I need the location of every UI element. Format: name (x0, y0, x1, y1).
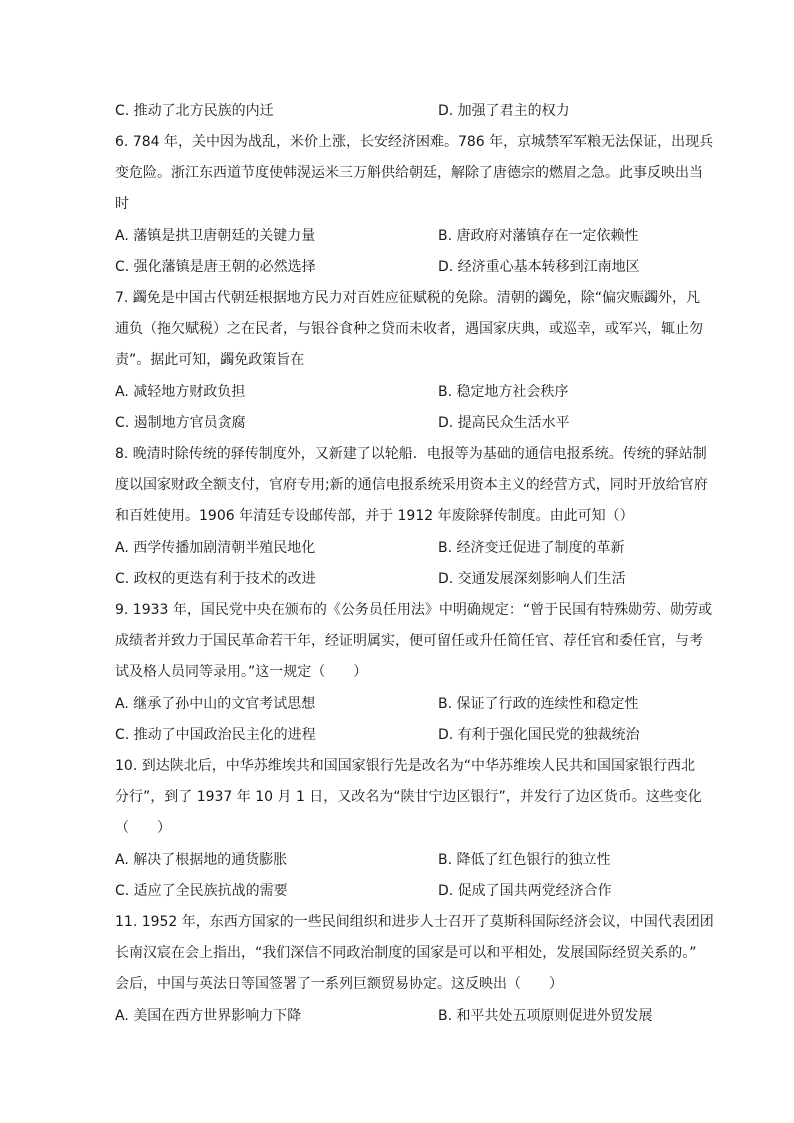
q9-option-b: B. 保证了行政的连续性和稳定性 (438, 696, 639, 712)
q8-option-a: A. 西学传播加剧清朝半殖民地化 (115, 540, 316, 556)
q8-stem-line-3: 和百姓使用。1906 年清廷专设邮传部，并于 1912 年废除驿传制度。由此可知（） (115, 508, 634, 524)
q8-stem-line-2: 度以国家财政全额支付，官府专用;新的通信电报系统采用资本主义的经营方式，同时开放给官府 (115, 477, 708, 493)
q10-stem-line-3: （ ） (115, 820, 171, 836)
q7-stem-line-1: 7. 蠲免是中国古代朝廷根据地方民力对百姓应征赋税的免除。清朝的蠲免，除“偏灾赈蠲外，凡 (115, 290, 701, 306)
q10-option-b: B. 降低了红色银行的独立性 (438, 852, 611, 868)
q9-option-d: D. 有利于强化国民党的独裁统治 (438, 727, 640, 743)
q8-stem-line-1: 8. 晚清时除传统的驿传制度外，又新建了以轮船．电报等为基础的通信电报系统。传统的驿站制 (115, 446, 707, 462)
q9-option-c: C. 推动了中国政治民主化的进程 (115, 727, 316, 743)
q10-option-a: A. 解决了根据地的通货膨胀 (115, 852, 288, 868)
q5-option-c: C. 推动了北方民族的内迁 (115, 103, 274, 119)
q6-stem-line-2: 变危险。浙江东西道节度使韩滉运米三万斛供给朝廷，解除了唐德宗的燃眉之急。此事反映出当 (115, 165, 703, 181)
q6-stem-line-1: 6. 784 年，关中因为战乱，米价上涨，长安经济困难。786 年，京城禁军军粮无法保证，出现兵 (115, 134, 714, 150)
q6-option-d: D. 经济重心基本转移到江南地区 (438, 259, 640, 275)
q9-stem-line-3: 试及格人员同等录用。”这一规定（ ） (115, 664, 368, 680)
q6-option-c: C. 强化藩镇是唐王朝的必然选择 (115, 259, 316, 275)
q6-stem-line-3: 时 (115, 196, 129, 212)
q10-option-d: D. 促成了国共两党经济合作 (438, 883, 612, 899)
q11-stem-line-2: 长南汉宸在会上指出，“我们深信不同政治制度的国家是可以和平相处，发展国际经贸关系的。” (115, 945, 697, 961)
q7-option-c: C. 遏制地方官员贪腐 (115, 415, 246, 431)
q8-option-d: D. 交通发展深刻影响人们生活 (438, 571, 626, 587)
q7-stem-line-2: 逋负（拖欠赋税）之在民者，与银谷食种之贷而未收者，遇国家庆典，或巡幸，或军兴，辄止勿 (115, 321, 703, 337)
q9-stem-line-1: 9. 1933 年，国民党中央在颁布的《公务员任用法》中明确规定：“曾于民国有特殊勋劳、勋劳或 (115, 602, 713, 618)
q6-option-b: B. 唐政府对藩镇存在一定依赖性 (438, 228, 639, 244)
q9-option-a: A. 继承了孙中山的文官考试思想 (115, 696, 316, 712)
q11-option-a: A. 美国在西方世界影响力下降 (115, 1008, 302, 1024)
q11-option-b: B. 和平共处五项原则促进外贸发展 (438, 1008, 653, 1024)
q10-stem-line-1: 10. 到达陕北后，中华苏维埃共和国国家银行先是改名为“中华苏维埃人民共和国国家银行西北 (115, 758, 695, 774)
q6-option-a: A. 藩镇是拱卫唐朝廷的关键力量 (115, 228, 316, 244)
q9-stem-line-2: 成绩者并致力于国民革命若干年，经证明属实，便可留任或升任简任官、荐任官和委任官，与考 (115, 633, 703, 649)
q11-stem-line-1: 11. 1952 年，东西方国家的一些民间组织和进步人士召开了莫斯科国际经济会议，中国代表团团 (115, 914, 714, 930)
q7-option-d: D. 提高民众生活水平 (438, 415, 570, 431)
q11-stem-line-3: 会后，中国与英法日等国签署了一系列巨额贸易协定。这反映出（ ） (115, 976, 563, 992)
q10-option-c: C. 适应了全民族抗战的需要 (115, 883, 288, 899)
q7-option-b: B. 稳定地方社会秩序 (438, 384, 569, 400)
q8-option-b: B. 经济变迁促进了制度的革新 (438, 540, 625, 556)
q7-option-a: A. 减轻地方财政负担 (115, 384, 246, 400)
q7-stem-line-3: 责”。据此可知，蠲免政策旨在 (115, 352, 305, 368)
q10-stem-line-2: 分行”，到了 1937 年 10 月 1 日，又改名为“陕甘宁边区银行”，并发行了边区货币。这些变化 (115, 789, 702, 805)
q5-option-d: D. 加强了君主的权力 (438, 103, 570, 119)
q8-option-c: C. 政权的更迭有利于技术的改进 (115, 571, 316, 587)
